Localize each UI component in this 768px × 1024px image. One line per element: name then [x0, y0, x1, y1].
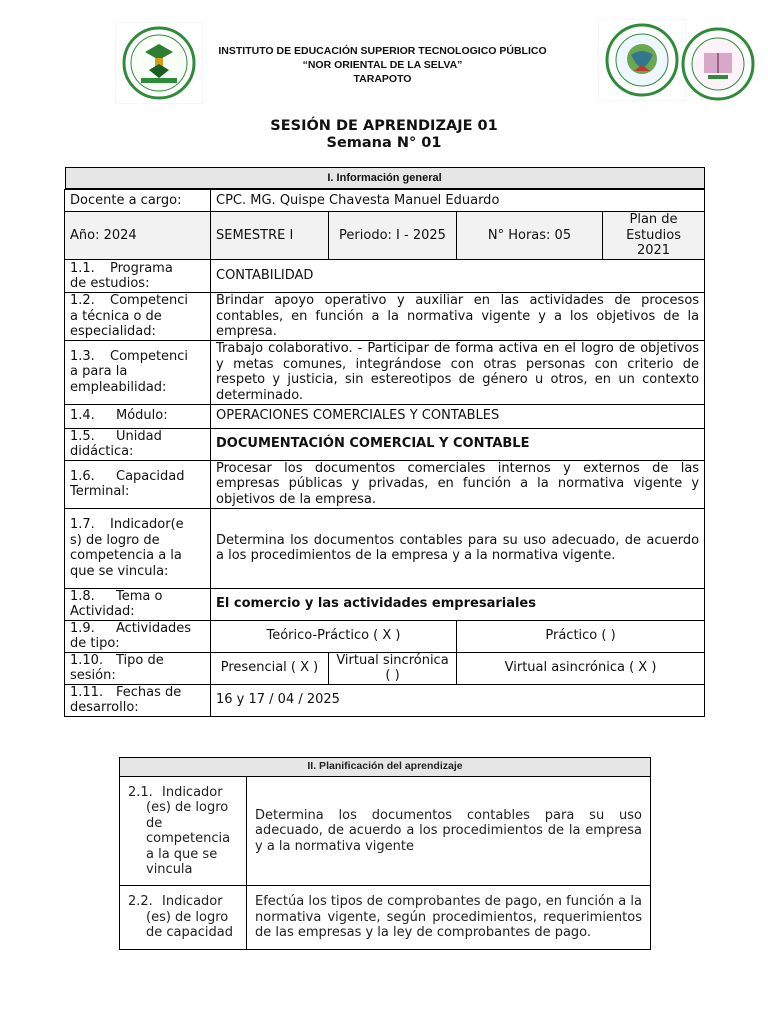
institute-logo-right	[598, 19, 686, 101]
row-label: 2.1. Indicador (es) de logro de competencia a la que se vincula	[128, 784, 231, 877]
contabilidad-logo	[674, 23, 762, 105]
docente-value: CPC. MG. Quispe Chavesta Manuel Eduardo	[211, 190, 705, 212]
row-label: 1.2. Competenci a técnica o de especialidad:	[70, 293, 189, 339]
planning-table	[119, 757, 651, 950]
row-label: 1.11. Fechas de desarrollo:	[70, 684, 182, 715]
row-label: 1.10. Tipo de sesión:	[70, 652, 164, 683]
modulo-value: OPERACIONES COMERCIALES Y CONTABLES	[211, 404, 705, 428]
row-label: 1.1. Programa de estudios:	[70, 260, 173, 291]
institute-line-3: TARAPOTO	[353, 73, 412, 85]
session-title-line-1: SESIÓN DE APRENDIZAJE 01	[270, 118, 498, 134]
competencia-empleabilidad-value: Trabajo colaborativo. - Participar de forma activa en el logro de objetivos y metas comunes, integrándose con otras personas con criterio de respeto y justicia, sin estereotipos de género u otros, en un contexto determinado.	[211, 340, 705, 404]
row-label: 1.3. Competenci a para la empleabilidad:	[70, 348, 189, 395]
unidad-didactica-value: DOCUMENTACIÓN COMERCIAL Y CONTABLE	[211, 428, 705, 460]
actividad-teorico-practico: Teórico-Práctico ( X )	[211, 620, 457, 652]
semestre-cell: SEMESTRE I	[211, 212, 329, 260]
institute-line-2: “NOR ORIENTAL DE LA SELVA”	[302, 59, 463, 71]
row-label: 1.5. Unidad didáctica:	[70, 428, 162, 459]
anio-cell: Año: 2024	[65, 212, 211, 260]
planning-competencia-value: Determina los documentos contables para su uso adecuado, de acuerdo a los procedimientos de la empresa y a la normativa vigente	[247, 777, 651, 886]
session-title	[0, 118, 768, 152]
tema-actividad-value: El comercio y las actividades empresariales	[211, 588, 705, 620]
indicador-logro-value: Determina los documentos contables para su uso adecuado, de acuerdo a los procedimientos de la empresa y a la normativa vigente.	[211, 508, 705, 588]
horas-cell: N° Horas: 05	[457, 212, 603, 260]
sesion-presencial: Presencial ( X )	[211, 652, 329, 684]
competencia-tecnica-value: Brindar apoyo operativo y auxiliar en las actividades de procesos contables, en función a la normativa vigente y a los objetivos de la empresa.	[211, 293, 705, 341]
row-label: 1.8. Tema o Actividad:	[70, 588, 163, 619]
section-1-heading: I. Información general	[65, 167, 705, 189]
row-label: 1.6. Capacidad Terminal:	[70, 468, 185, 499]
actividad-practico: Práctico ( )	[457, 620, 705, 652]
session-title-line-2: Semana N° 01	[326, 135, 442, 151]
section-2-heading: II. Planificación del aprendizaje	[120, 758, 651, 777]
row-label: 1.7. Indicador(e s) de logro de competencia a la que se vincula:	[70, 517, 184, 579]
docente-label: Docente a cargo:	[65, 190, 211, 212]
institute-name	[190, 44, 575, 86]
institute-line-1: INSTITUTO DE EDUCACIÓN SUPERIOR TECNOLOGICO PÚBLICO	[218, 45, 547, 57]
row-label: 1.4. Módulo:	[70, 408, 168, 424]
capacidad-terminal-value: Procesar los documentos comerciales internos y externos de las empresas públicas y privadas, en función a la normativa vigente y objetivos de la empresa.	[211, 460, 705, 508]
general-info-table	[64, 167, 705, 717]
sesion-virtual-sincronica: Virtual sincrónica ( )	[329, 652, 457, 684]
fechas-value: 16 y 17 / 04 / 2025	[211, 684, 705, 716]
planning-capacidad-value: Efectúa los tipos de comprobantes de pago, en función a la normativa vigente, según procedimientos, requerimientos de las empresas y la ley de comprobantes de pago.	[247, 886, 651, 950]
plan-cell: Plan de Estudios 2021	[603, 212, 705, 260]
periodo-cell: Periodo: I - 2025	[329, 212, 457, 260]
sesion-virtual-asincronica: Virtual asincrónica ( X )	[457, 652, 705, 684]
row-label: 1.9. Actividades de tipo:	[70, 620, 192, 651]
row-label: 2.2. Indicador (es) de logro de capacidad	[128, 894, 233, 941]
programa-value: CONTABILIDAD	[211, 260, 705, 293]
